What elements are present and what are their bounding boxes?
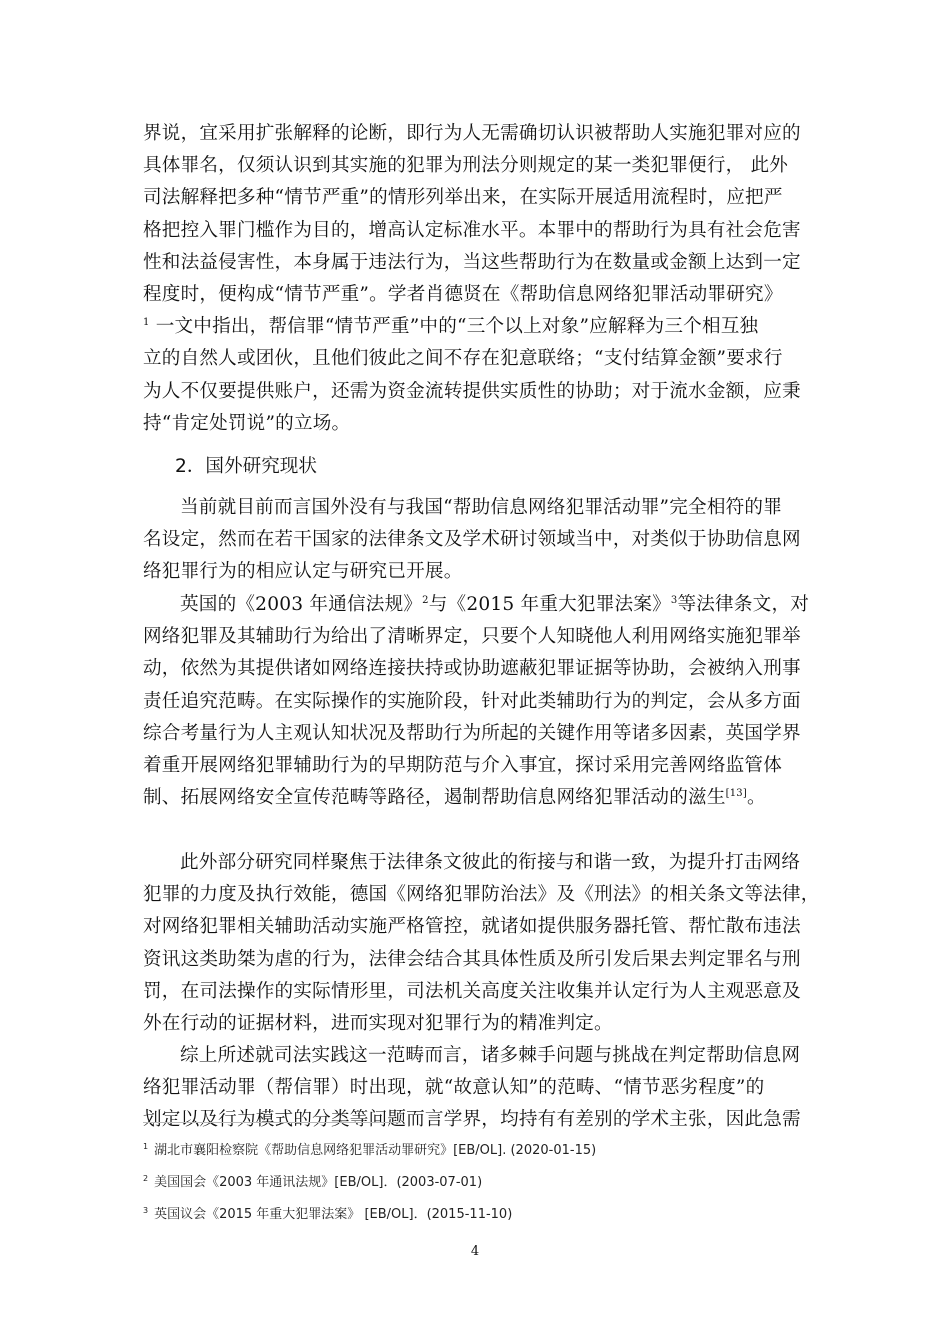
footnote-marker[interactable]: 1 [143, 317, 150, 329]
footnote-number: 3 [143, 1205, 149, 1215]
footnote-marker[interactable]: 3 [670, 594, 678, 606]
text-line: 性和法益侵害性，本身属于违法行为，当这些帮助行为在数量或金额上达到一定 [143, 251, 801, 273]
paragraph-germany [143, 847, 820, 1040]
footnote-2 [143, 1174, 482, 1192]
text-line: 界说，宜采用扩张解释的论断，即行为人无需确切认识被帮助人实施犯罪对应的 [143, 123, 801, 144]
text-line: 罚，在司法操作的实际情形里，司法机关高度关注收集并认定行为人主观恶意及 [143, 980, 801, 1002]
footnote-3 [143, 1206, 512, 1224]
text-segment: 制、拓展网络安全宣传范畴等路径，遏制帮助信息网络犯罪活动的滋生 [143, 787, 726, 809]
text-line: 资讯这类助桀为虐的行为，法律会结合其具体性质及所引发后果去判定罪名与刑 [143, 948, 801, 970]
text-line: 程度时，便构成“情节严重”。学者肖德贤在《帮助信息网络犯罪活动罪研究》 [143, 284, 783, 306]
text-line: 划定以及行为模式的分类等问题而言学界，均持有有差别的学术主张，因此急需 [143, 1109, 801, 1131]
section-heading: 2．国外研究现状 [175, 456, 317, 477]
text-segment: 与《2015 年重大犯罪法案》 [428, 594, 671, 615]
text-segment: 。 [746, 787, 766, 809]
footnote-1 [143, 1142, 596, 1160]
text-line: 综上所述就司法实践这一范畴而言，诸多棘手问题与挑战在判定帮助信息网 [180, 1045, 801, 1066]
text-segment: 英国的《2003 年通信法规》 [180, 594, 423, 615]
text-line-with-footnotes [143, 589, 811, 621]
text-line: 名设定，然而在若干国家的法律条文及学术研讨领域当中，对类似于协助信息网 [143, 529, 801, 551]
text-line: 此外部分研究同样聚焦于法律条文彼此的衔接与和谐一致，为提升打击网络 [180, 852, 801, 873]
footnote-marker[interactable]: 2 [422, 594, 429, 606]
footnote-text: 湖北市襄阳检察院《帮助信息网络犯罪活动罪研究》[EB/OL]. (2020-01-15) [154, 1143, 597, 1158]
text-line: 格把控入罪门槛作为目的，增高认定标准水平。本罪中的帮助行为具有社会危害 [143, 219, 801, 241]
footnote-divider [143, 1122, 401, 1123]
text-line: 对网络犯罪相关辅助活动实施严格管控，就诸如提供服务器托管、帮忙散布违法 [143, 916, 801, 938]
text-line: 立的自然人或团伙，且他们彼此之间不存在犯意联络；“支付结算金额”要求行 [143, 348, 783, 370]
text-line: 司法解释把多种“情节严重”的情形列举出来，在实际开展适用流程时，应把严 [143, 187, 783, 209]
footnote-number: 2 [143, 1173, 149, 1183]
text-line: 持“肯定处罚说”的立场。 [143, 412, 351, 434]
paragraph-uk [143, 589, 811, 814]
footnote-number: 1 [143, 1141, 149, 1151]
text-line: 犯罪的力度及执行效能，德国《网络犯罪防治法》及《刑法》的相关条文等法律， [143, 884, 820, 906]
text-line: 外在行动的证据材料，进而实现对犯罪行为的精准判定。 [143, 1013, 613, 1035]
text-line: 络犯罪活动罪（帮信罪）时出现，就“故意认知”的范畴、“情节恶劣程度”的 [143, 1077, 765, 1099]
text-line: 络犯罪行为的相应认定与研究已开展。 [143, 561, 463, 583]
footnote-text: 美国国会《2003 年通讯法规》[EB/OL]．(2003-07-01) [154, 1175, 483, 1190]
footnote-text: 英国议会《2015 年重大犯罪法案》 [EB/OL]．(2015-11-10) [154, 1207, 513, 1222]
paragraph-intro [143, 492, 811, 589]
text-segment: 等法律条文，对 [677, 594, 810, 615]
text-line: 网络犯罪及其辅助行为给出了清晰界定，只要个人知晓他人利用网络实施犯罪举 [143, 626, 801, 648]
text-line: 着重开展网络犯罪辅助行为的早期防范与介入事宜，探讨采用完善网络监管体 [143, 755, 782, 777]
text-line: 一文中指出，帮信罪“情节严重”中的“三个以上对象”应解释为三个相互独 [155, 316, 759, 338]
citation-marker[interactable]: [13] [725, 788, 747, 800]
text-line: 为人不仅要提供账户，还需为资金流转提供实质性的协助；对于流水金额，应秉 [143, 380, 801, 402]
text-line: 当前就目前而言国外没有与我国“帮助信息网络犯罪活动罪”完全相符的罪 [180, 497, 783, 518]
page-number: 4 [470, 1244, 480, 1259]
text-line-with-citation [143, 782, 811, 814]
text-line-with-footnote [143, 311, 811, 343]
text-line: 综合考量行为人主观认知状况及帮助行为所起的关键作用等诸多因素，英国学界 [143, 722, 801, 744]
text-line: 责任追究范畴。在实际操作的实施阶段，针对此类辅助行为的判定，会从多方面 [143, 690, 801, 712]
paragraph-continued [143, 118, 811, 440]
text-line: 具体罪名，仅须认识到其实施的犯罪为刑法分则规定的某一类犯罪便行， 此外 [143, 155, 789, 177]
text-line: 动，依然为其提供诸如网络连接扶持或协助遮蔽犯罪证据等协助，会被纳入刑事 [143, 658, 801, 680]
